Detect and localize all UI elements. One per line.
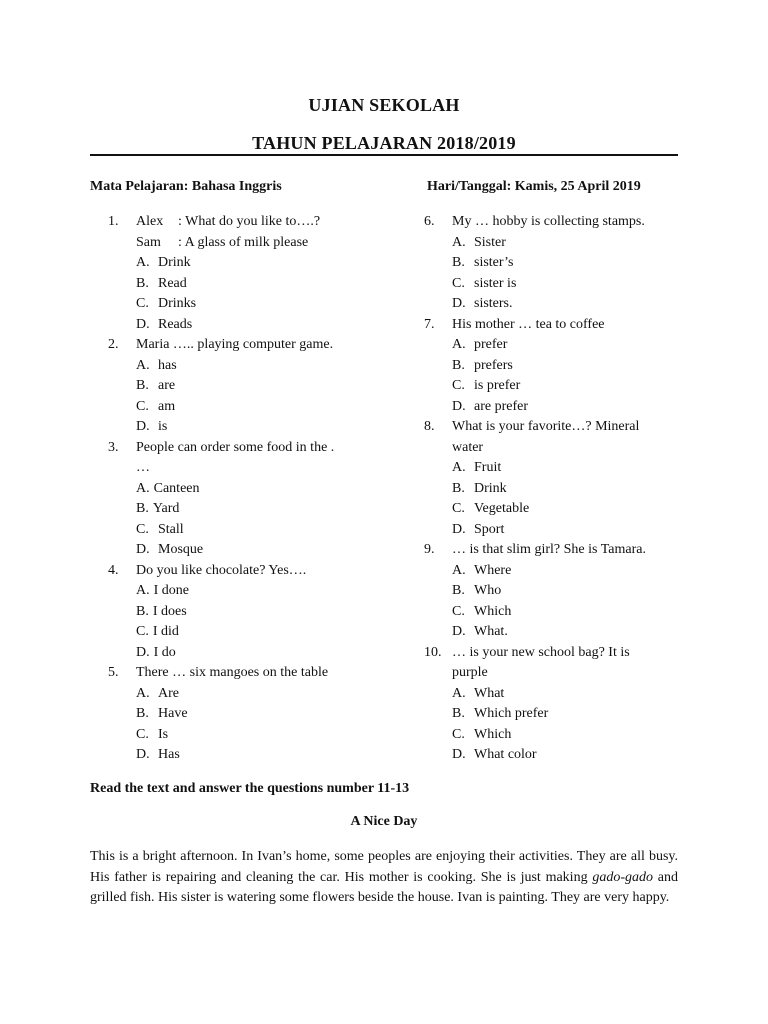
answer-option: A. Fruit [452,460,502,475]
answer-option: C. Which [452,603,512,619]
question-text: … is that slim girl? She is Tamara. [452,542,646,557]
answer-option: D. Has [136,747,180,762]
story-title: A Nice Day [350,814,418,829]
question-number: 2. [108,337,119,352]
question-5 [108,663,408,766]
answer-option: A. Are [136,685,179,701]
answer-option: D. I do [136,644,176,660]
answer-option: C. sister is [452,275,517,291]
answer-option: D. What. [452,624,508,639]
question-number: 10. [424,644,442,660]
answer-option: A. Sister [452,234,506,250]
answer-option: A. has [136,357,177,373]
answer-option: A. I done [136,583,190,598]
answer-option: A. prefer [452,337,508,352]
question-8 [424,417,674,540]
questions-right-column [424,212,674,766]
question-text: My … hobby is collecting stamps. [452,214,645,229]
question-1 [108,212,408,335]
question-10 [424,643,674,766]
question-number: 5. [108,665,119,680]
question-number: 6. [424,214,435,229]
exam-title: UJIAN SEKOLAH [308,95,460,115]
question-number: 9. [424,542,435,557]
dialogue-line: : What do you like to….? [178,214,321,229]
answer-option: C. Which [452,726,512,742]
question-number: 4. [108,562,119,578]
answer-option: B. I does [136,603,187,619]
question-9 [424,540,674,643]
answer-option: A. What [452,685,505,701]
dialogue-line: : A glass of milk please [178,234,309,250]
story-paragraph [90,847,678,909]
subject-label: Mata Pelajaran: Bahasa Inggris [90,179,282,194]
answer-option: C. I did [136,624,179,639]
answer-option: C. Vegetable [452,501,530,516]
answer-option: D. What color [452,747,537,762]
header-divider [90,154,678,156]
question-text-continued: water [452,439,484,455]
answer-option: D. Reads [136,316,193,332]
answer-option: B. Drink [452,480,507,496]
speaker-name: Alex [136,214,164,229]
answer-option: D. are prefer [452,398,529,414]
question-3 [108,438,408,561]
answer-option: C. is prefer [452,378,521,393]
question-text: People can order some food in the . [136,439,335,455]
answer-option: C. Drinks [136,296,197,311]
answer-option: C. Stall [136,521,184,537]
reading-instruction: Read the text and answer the questions number 11-13 [90,781,410,796]
answer-option: A. Drink [136,255,191,270]
date-label: Hari/Tanggal: Kamis, 25 April 2019 [427,179,641,194]
question-7 [424,315,674,418]
exam-year: TAHUN PELAJARAN 2018/2019 [252,133,516,153]
answer-option: B. are [136,378,176,393]
question-text: His mother … tea to coffee [452,316,605,332]
question-number: 8. [424,419,435,434]
answer-option: B. Who [452,583,502,598]
answer-option: D. sisters. [452,296,513,311]
answer-option: B. Yard [136,501,180,516]
answer-option: C. Is [136,726,169,742]
question-text-continued: purple [452,665,488,680]
story-italic-term: gado-gado [592,869,654,885]
question-2 [108,335,408,438]
answer-option: B. Read [136,275,187,291]
answer-option: D. Mosque [136,542,204,557]
answer-option: D. is [136,419,168,434]
question-text: What is your favorite…? Mineral [452,419,640,434]
story-text: and grilled fish. His sister is watering some flowers beside the house. Ivan is painting. They are very happy. [90,869,678,906]
answer-option: D. Sport [452,521,505,537]
question-text: There … six mangoes on the table [136,665,329,680]
question-text: Maria ….. playing computer game. [136,337,334,352]
questions-left-column [108,212,408,766]
answer-option: C. am [136,398,176,414]
question-text-continued: … [136,460,150,475]
question-number: 1. [108,214,119,229]
question-text: Do you like chocolate? Yes…. [136,562,307,578]
answer-option: B. Have [136,706,188,721]
question-6 [424,212,674,315]
story-text: This is a bright afternoon. In Ivan’s home, some peoples are enjoying their activities. They are all busy. His father is repairing and cleaning the car. His mother is cooking. She is just making [90,849,678,885]
question-number: 7. [424,316,435,332]
question-4 [108,561,408,664]
question-text: … is your new school bag? It is [452,644,630,660]
answer-option: A. Where [452,562,512,578]
answer-option: B. Which prefer [452,706,549,721]
answer-option: B. sister’s [452,255,514,270]
answer-option: B. prefers [452,357,513,373]
speaker-name: Sam [136,234,161,250]
question-number: 3. [108,439,119,455]
answer-option: A. Canteen [136,480,200,496]
